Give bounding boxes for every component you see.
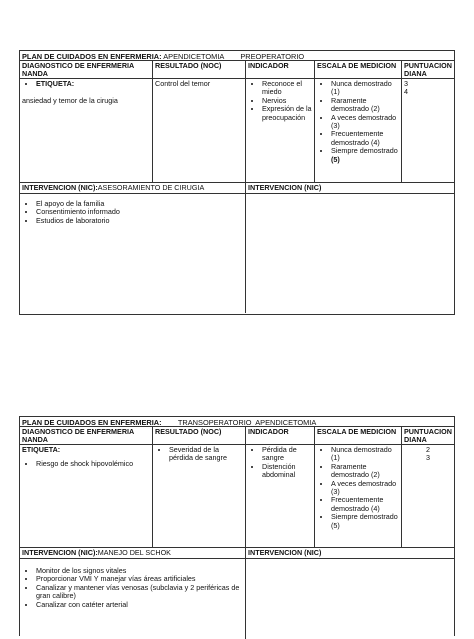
escala-item-text: Siempre demostrado bbox=[331, 146, 398, 156]
title-rest: TRANSOPERATORIO APENDICETOMIA bbox=[161, 418, 317, 427]
intervencion2-header: INTERVENCION (NIC) bbox=[248, 548, 322, 557]
escala-item: • A veces demostrado (3) bbox=[331, 480, 399, 497]
header-resultado: RESULTADO (NOC) bbox=[153, 61, 246, 78]
escala-item: • A veces demostrado (3) bbox=[331, 114, 399, 131]
intervencion-label: INTERVENCION (NIC): bbox=[22, 183, 98, 192]
table-title bbox=[20, 51, 454, 61]
puntuacion-value: 4 bbox=[404, 87, 408, 97]
resultado-cell bbox=[153, 79, 246, 182]
resultado-text: Control del temor bbox=[155, 79, 211, 88]
actividades-cell-2 bbox=[246, 194, 454, 313]
intervencion-header bbox=[20, 548, 246, 558]
indicador-item: • Nervios bbox=[262, 97, 312, 105]
header-indicador: INDICADOR bbox=[246, 61, 315, 78]
escala-cell bbox=[315, 445, 402, 547]
etiqueta-label: ETIQUETA: bbox=[22, 445, 61, 454]
care-plan-table-transoperatorio bbox=[19, 416, 455, 636]
actividad-item: • Consentimiento informado bbox=[36, 208, 243, 216]
resultado-cell bbox=[153, 445, 246, 547]
escala-item: • Frecuentemente demostrado (4) bbox=[331, 496, 399, 513]
escala-item: • Frecuentemente demostrado (4) bbox=[331, 130, 399, 147]
header-escala: ESCALA DE MEDICION bbox=[315, 61, 402, 78]
escala-item: • Raramente demostrado (2) bbox=[331, 463, 399, 480]
puntuacion-cell bbox=[402, 79, 454, 182]
header-row bbox=[20, 61, 454, 79]
actividades-row bbox=[20, 194, 454, 313]
actividad-item: • El apoyo de la familia bbox=[36, 200, 243, 208]
table-title bbox=[20, 417, 454, 427]
puntuacion-value: 3 bbox=[404, 79, 408, 88]
content-row bbox=[20, 445, 454, 548]
title-rest: APENDICETOMIA PREOPERATORIO bbox=[161, 52, 305, 61]
indicador-item: • Pérdida de sangre bbox=[262, 446, 312, 463]
intervencion2-header: INTERVENCION (NIC) bbox=[248, 183, 322, 192]
indicador-cell bbox=[246, 79, 315, 182]
escala-cell bbox=[315, 79, 402, 182]
intervencion-name: MANEJO DEL SCHOK bbox=[97, 548, 171, 557]
title-bold: PLAN DE CUIDADOS EN ENFERMERIA: bbox=[22, 418, 162, 427]
header-escala: ESCALA DE MEDICION bbox=[315, 427, 402, 444]
header-diagnostico: DIAGNOSTICO DE ENFERMERIA NANDA bbox=[20, 61, 153, 78]
escala-item: • Nunca demostrado (1) bbox=[331, 446, 399, 463]
diagnostico-cell bbox=[20, 445, 153, 547]
intervencion-label: INTERVENCION (NIC): bbox=[22, 548, 98, 557]
etiqueta-label: • ETIQUETA: bbox=[36, 80, 150, 88]
actividad-item: • Proporcionar VMI Y manejar vías áreas artificiales bbox=[36, 575, 243, 583]
actividad-item: • Canalizar con catéter arterial bbox=[36, 601, 243, 609]
content-row bbox=[20, 79, 454, 183]
escala-item-last bbox=[331, 147, 399, 164]
actividades-row bbox=[20, 559, 454, 639]
diagnostico-text: • Riesgo de shock hipovolémico bbox=[36, 460, 150, 468]
diagnostico-cell bbox=[20, 79, 153, 182]
indicador-item: • Distención abdominal bbox=[262, 463, 312, 480]
escala-item-score: (5) bbox=[331, 154, 340, 164]
header-diagnostico: DIAGNOSTICO DE ENFERMERIA NANDA bbox=[20, 427, 153, 444]
puntuacion-cell bbox=[402, 445, 454, 547]
indicador-cell bbox=[246, 445, 315, 547]
title-bold: PLAN DE CUIDADOS EN ENFERMERIA: bbox=[22, 52, 162, 61]
intervencion-header-row bbox=[20, 183, 454, 194]
escala-item: • Siempre demostrado (5) bbox=[331, 513, 399, 530]
actividad-item: • Monitor de los signos vitales bbox=[36, 567, 243, 575]
intervencion-name: ASESORAMIENTO DE CIRUGIA bbox=[97, 183, 205, 192]
indicador-item: • Expresión de la preocupación bbox=[262, 105, 312, 122]
header-resultado: RESULTADO (NOC) bbox=[153, 427, 246, 444]
intervencion-header-row bbox=[20, 548, 454, 559]
actividades-cell bbox=[20, 194, 246, 313]
indicador-item: • Reconoce el miedo bbox=[262, 80, 312, 97]
escala-item: • Nunca demostrado (1) bbox=[331, 80, 399, 97]
actividad-item: • Canalizar y mantener vías venosas (subclavia y 2 periféricas de gran calibre) bbox=[36, 584, 243, 601]
puntuacion-value: 2 bbox=[426, 445, 430, 454]
diagnostico-text: ansiedad y temor de la cirugia bbox=[22, 96, 118, 106]
header-puntuacion: PUNTUACION DIANA bbox=[404, 61, 452, 78]
header-puntuacion: PUNTUACION DIANA bbox=[404, 427, 452, 444]
actividades-cell bbox=[20, 559, 246, 639]
intervencion-header bbox=[20, 183, 246, 193]
actividad-item: • Estudios de laboratorio bbox=[36, 217, 243, 225]
header-indicador: INDICADOR bbox=[246, 427, 315, 444]
resultado-item: • Severidad de la pérdida de sangre bbox=[169, 446, 243, 463]
escala-item: • Raramente demostrado (2) bbox=[331, 97, 399, 114]
puntuacion-value: 3 bbox=[426, 453, 430, 463]
care-plan-table-preoperatorio bbox=[19, 50, 455, 315]
actividades-cell-2 bbox=[246, 559, 454, 639]
header-row bbox=[20, 427, 454, 445]
